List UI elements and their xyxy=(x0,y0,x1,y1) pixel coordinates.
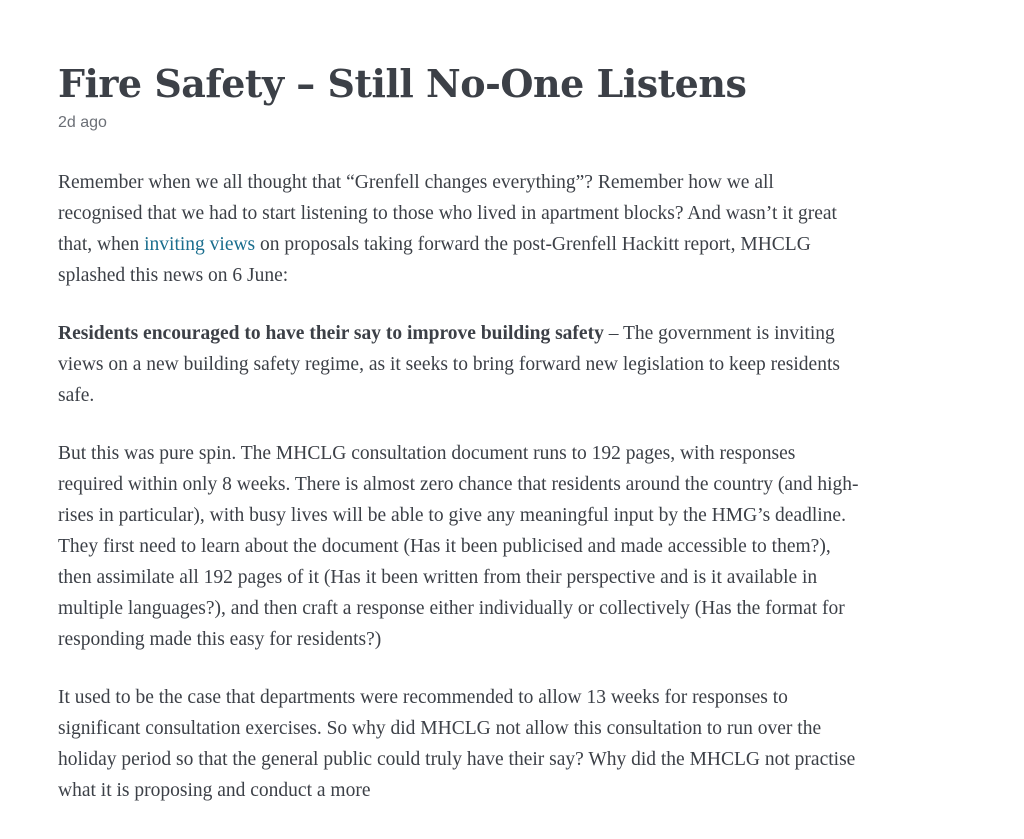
post-title: Fire Safety – Still No-One Listens xyxy=(58,61,747,106)
paragraph-1-text-end: on proposals taking forward the post-Grenfell Hackitt report, MHCLG splashed this news on 6 June: xyxy=(58,234,811,286)
paragraph-2-quote xyxy=(58,318,863,411)
quote-text: – The government is inviting views on a new building safety regime, as it seeks to bring forward new legislation to keep residents safe. xyxy=(58,323,840,406)
post-body xyxy=(58,167,863,806)
post-article xyxy=(58,56,863,833)
quote-headline: Residents encouraged to have their say to improve building safety xyxy=(58,323,604,344)
paragraph-3: But this was pure spin. The MHCLG consultation document runs to 192 pages, with responses required within only 8 weeks. There is almost zero chance that residents around the country (and high-rises in particular), with busy lives will be able to give any meaningful input by the HMG’s deadline. They first need to learn about the document (Has it been publicised and made accessible to them?), then assimilate all 192 pages of it (Has it been written from their perspective and is it available in multiple languages?), and then craft a response either individually or collectively (Has the format for responding made this easy for residents?) xyxy=(58,443,859,650)
paragraph-4: It used to be the case that departments were recommended to allow 13 weeks for responses to significant consultation exercises. So why did MHCLG not allow this consultation to run over the holiday period so that the general public could truly have their say? Why did the MHCLG not practise what it is proposing and conduct a more xyxy=(58,687,856,801)
inviting-views-link[interactable]: inviting views xyxy=(144,234,256,255)
post-timestamp: 2d ago xyxy=(58,114,107,131)
paragraph-1 xyxy=(58,167,863,291)
paragraph-1-text-start: Remember when we all thought that “Grenfell changes everything”? Remember how we all recognised that we had to start listening to those who lived in apartment blocks? And wasn’t it great that, when xyxy=(58,172,837,255)
